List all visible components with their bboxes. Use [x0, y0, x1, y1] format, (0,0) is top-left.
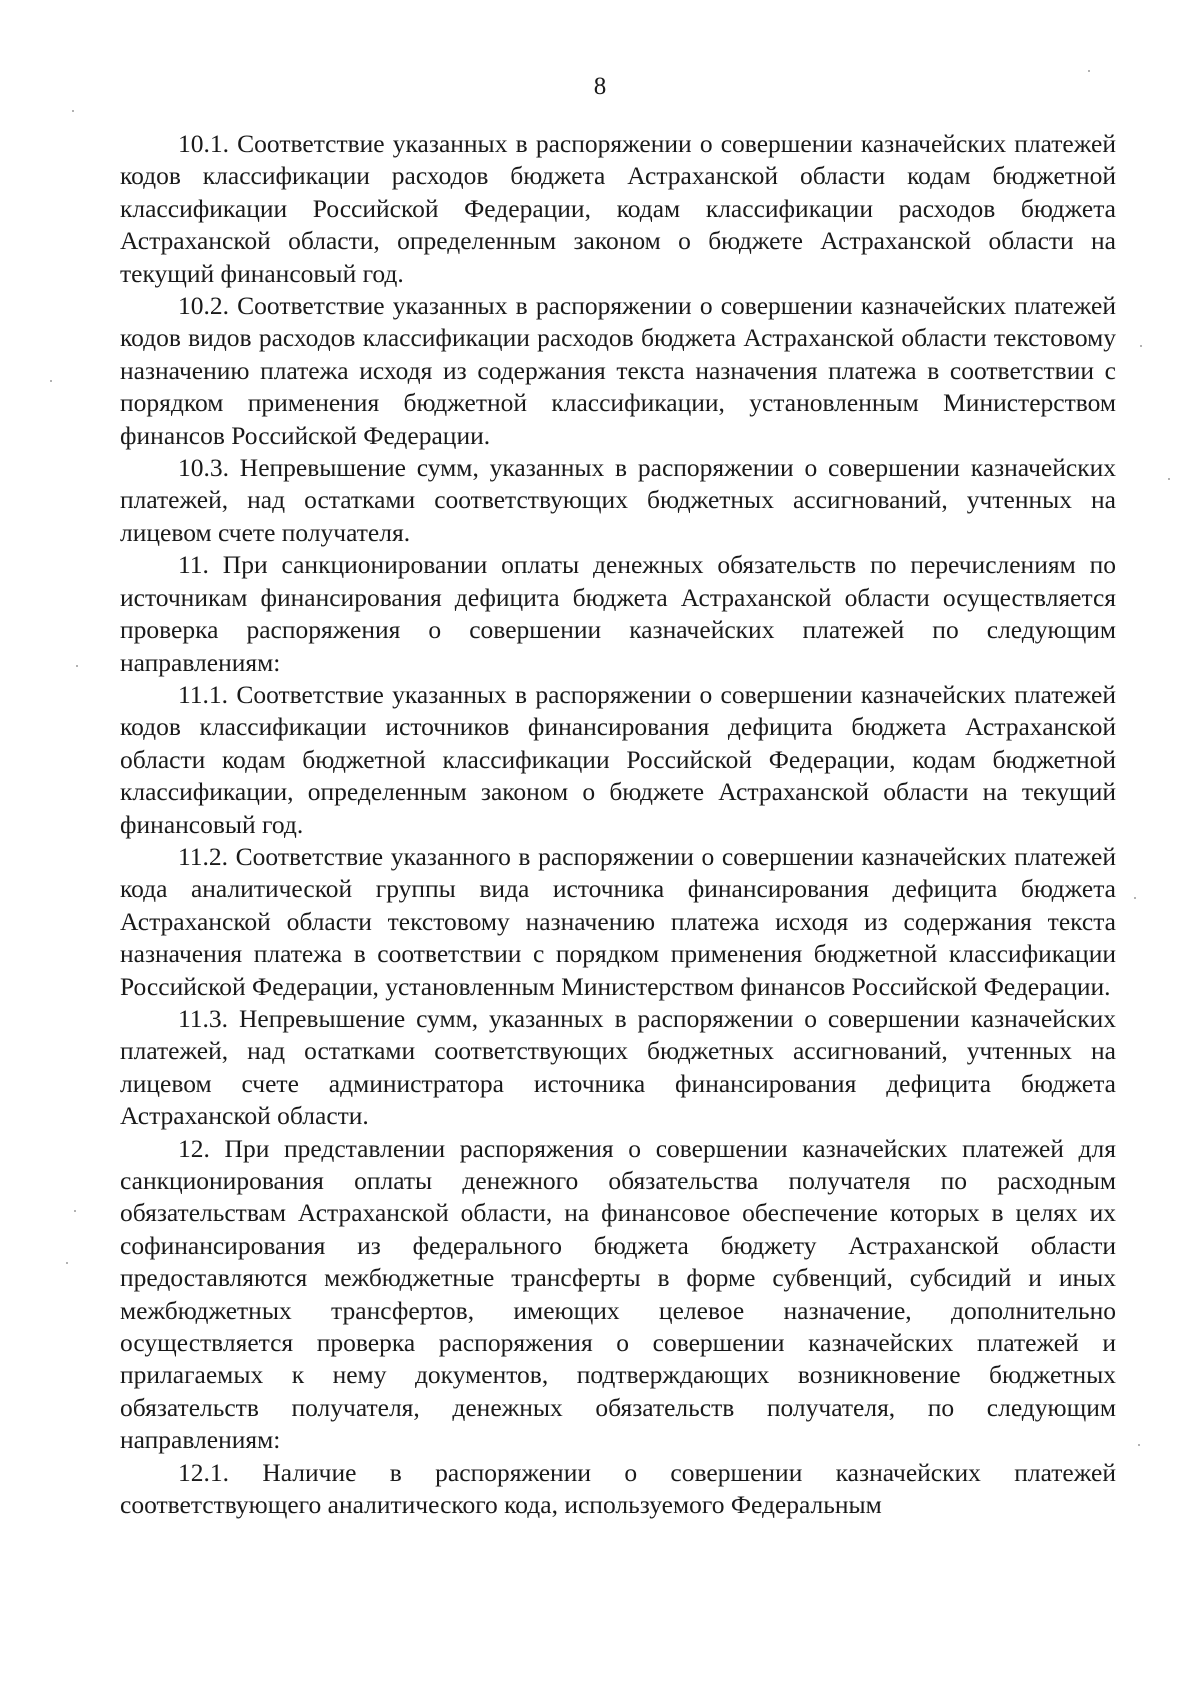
- paragraph-10-1: 10.1. Соответствие указанных в распоряжении о совершении казначейских платежей кодов классификации расходов бюджета Астраханской области кодам бюджетной классификации Российской Федерации, кодам классификации расходов бюджета Астраханской области, определенным законом о бюджете Астраханской области на текущий финансовый год.: [120, 129, 1116, 288]
- paragraph-11-2: 11.2. Соответствие указанного в распоряжении о совершении казначейских платежей кода аналитической группы вида источника финансирования дефицита бюджета Астраханской области текстовому назначению платежа исходя из содержания текста назначения платежа в соответствии с порядком применения бюджетной классификации Российской Федерации, установленным Министерством финансов Российской Федерации.: [120, 841, 1116, 1001]
- scan-speck: [66, 1262, 68, 1264]
- paragraph-11-3: 11.3. Непревышение сумм, указанных в распоряжении о совершении казначейских платежей, над остатками соответствующих бюджетных ассигнований, учтенных на лицевом счете администратора источника финансирования дефицита бюджета Астраханской области.: [120, 1003, 1116, 1131]
- scan-speck: [74, 1210, 76, 1212]
- scan-speck: [1088, 70, 1090, 72]
- paragraph-11: 11. При санкционировании оплаты денежных обязательств по перечислениям по источникам финансирования дефицита бюджета Астраханской области осуществляется проверка распоряжения о совершении казначейских платежей по следующим направлениям:: [120, 550, 1116, 677]
- document-body: [120, 128, 1116, 1521]
- scan-speck: [76, 665, 78, 667]
- scan-speck: [72, 110, 74, 112]
- scan-speck: [1140, 345, 1142, 347]
- scan-speck: [50, 380, 52, 382]
- page-number: 8: [593, 73, 607, 100]
- scan-speck: [1138, 1444, 1140, 1446]
- paragraph-12-1: 12.1. Наличие в распоряжении о совершении казначейских платежей соответствующего аналитического кода, используемого Федеральным: [120, 1457, 1116, 1520]
- scan-speck: [1168, 478, 1170, 480]
- paragraph-11-1: 11.1. Соответствие указанных в распоряжении о совершении казначейских платежей кодов классификации источников финансирования дефицита бюджета Астраханской области кодам бюджетной классификации Российской Федерации, кодам бюджетной классификации, определенным законом о бюджете Астраханской области на текущий финансовый год.: [120, 679, 1116, 839]
- paragraph-10-3: 10.3. Непревышение сумм, указанных в распоряжении о совершении казначейских платежей, над остатками соответствующих бюджетных ассигнований, учтенных на лицевом счете получателя.: [120, 453, 1116, 547]
- scan-speck: [1134, 897, 1136, 899]
- paragraph-12: 12. При представлении распоряжения о совершении казначейских платежей для санкционирования оплаты денежного обязательства получателя по расходным обязательствам Астраханской области, на финансовое обеспечение которых в целях их софинансирования из федерального бюджета бюджету Астраханской области предоставляются межбюджетные трансферты в форме субвенций, субсидий и иных межбюджетных трансфертов, имеющих целевое назначение, дополнительно осуществляется проверка распоряжения о совершении казначейских платежей и прилагаемых к нему документов, подтверждающих возникновение бюджетных обязательств получателя, денежных обязательств получателя, по следующим направлениям:: [120, 1133, 1116, 1455]
- paragraph-10-2: 10.2. Соответствие указанных в распоряжении о совершении казначейских платежей кодов видов расходов классификации расходов бюджета Астраханской области текстовому назначению платежа исходя из содержания текста назначения платежа в соответствии с порядком применения бюджетной классификации, установленным Министерством финансов Российской Федерации.: [120, 291, 1116, 450]
